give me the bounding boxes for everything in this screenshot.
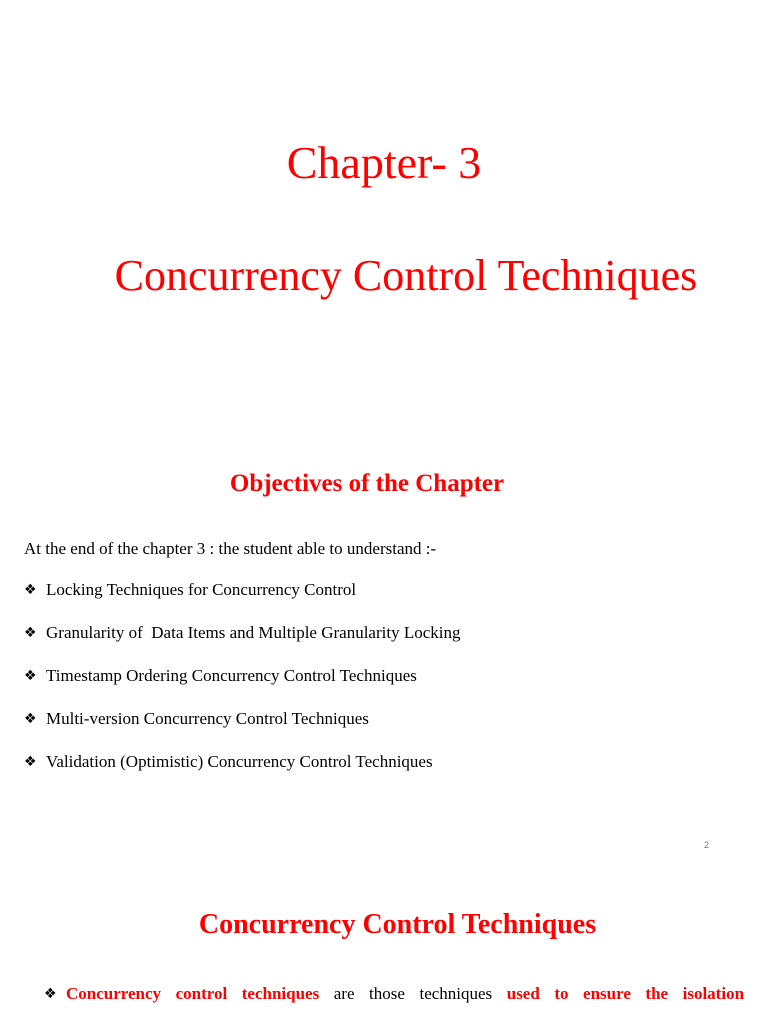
page-number: 2 [704,840,710,850]
objective-text: Timestamp Ordering Concurrency Control Techniques [46,666,417,685]
chapter-title: Concurrency Control Techniques [114,251,698,300]
definition-term: Concurrency control techniques [66,984,320,1003]
objectives-heading: Objectives of the Chapter [229,470,505,497]
objectives-intro: At the end of the chapter 3 : the student able to understand :- [24,539,437,558]
chapter-number: Chapter- 3 [286,137,482,188]
title-slide [0,0,768,420]
diamond-bullet-icon: ❖ [24,754,37,770]
list-item [24,664,461,707]
diamond-bullet-icon: ❖ [24,711,37,727]
objective-text: Locking Techniques for Concurrency Control [46,580,357,599]
techniques-heading: Concurrency Control Techniques [198,909,597,940]
diamond-bullet-icon: ❖ [44,986,57,1002]
definition-paragraph [44,982,744,1006]
objectives-list [24,578,461,793]
objective-text: Validation (Optimistic) Concurrency Control Techniques [46,752,433,771]
definition-text [66,982,744,1006]
diamond-bullet-icon: ❖ [24,668,37,684]
list-item [24,621,461,664]
objectives-slide [0,420,768,860]
list-item [24,707,461,750]
definition-middle: are those techniques [333,984,493,1003]
objective-text: Multi-version Concurrency Control Techniques [46,709,369,728]
list-item [24,750,461,793]
list-item [24,578,461,621]
diamond-bullet-icon: ❖ [24,625,37,641]
definition-emphasis: used to ensure the isolation [506,984,745,1003]
diamond-bullet-icon: ❖ [24,582,37,598]
objective-text: Granularity of Data Items and Multiple Granularity Locking [46,623,461,642]
techniques-slide [0,860,768,1024]
